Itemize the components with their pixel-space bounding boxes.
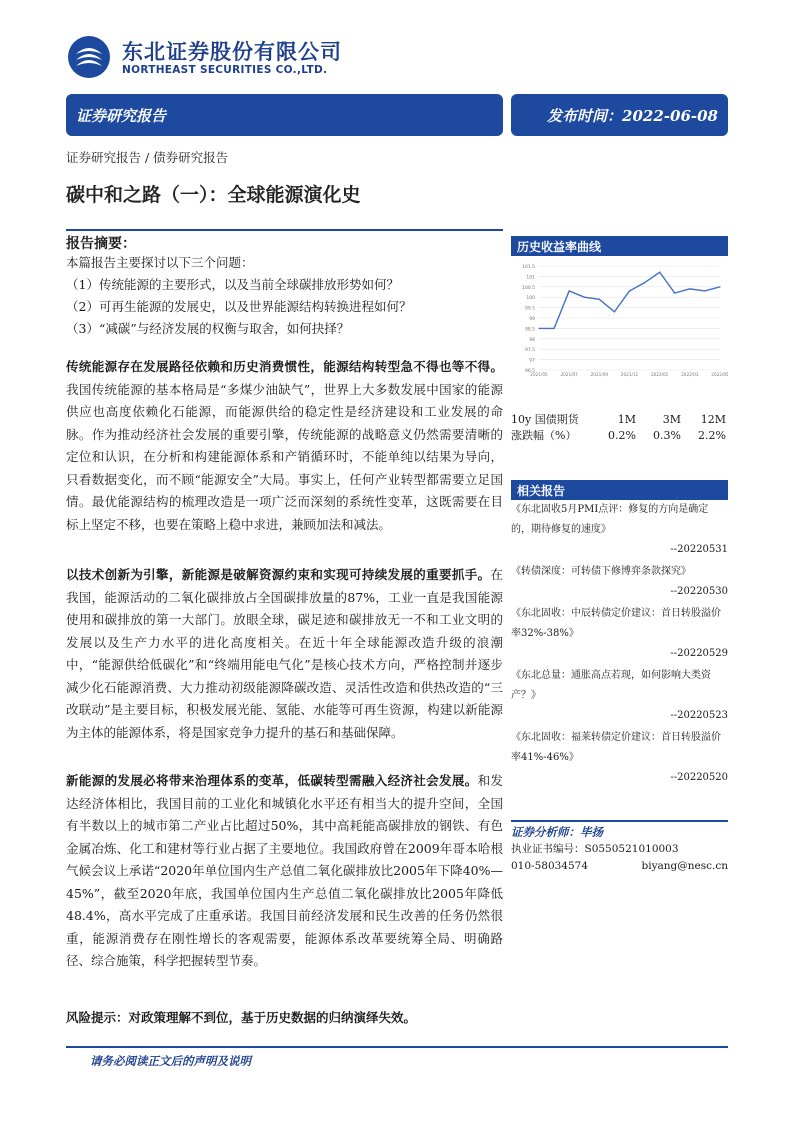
related-reports bbox=[511, 500, 728, 790]
chart-y-tick-label: 97.5 bbox=[524, 348, 535, 354]
related-report[interactable] bbox=[511, 728, 728, 788]
risk-warning: 风险提示：对政策理解不到位，基于历史数据的归纳演绎失效。 bbox=[66, 1010, 417, 1025]
chart-y-tick-label: 97 bbox=[529, 358, 535, 364]
chart-heading-label: 历史收益率曲线 bbox=[517, 240, 602, 254]
chart-data-point bbox=[674, 292, 675, 293]
chart-x-tick-label: 2021/11 bbox=[620, 372, 639, 377]
related-report-date: --20220530 bbox=[670, 586, 728, 597]
paragraph-lead: 新能源的发展必将带来治理体系的变革，低碳转型需融入经济社会发展。 bbox=[66, 773, 478, 788]
paragraph-body: 和发达经济体相比，我国目前的工业化和城镇化水平还有相当大的提升空间，全国有半数以上的城市第二产业占比超过50%，其中高耗能高碳排放的钢铁、有色金属冶炼、化工和建材等行业占据了主要地位。我国政府曾在2009年哥本哈根气候会议上承诺“2020年单位国内生产总值二氧化碳排放比2005年下降40%—45%”，截至2020年底，我国单位国内生产总值二氧化碳排放比2005年降低48.4%，高水平完成了庄重承诺。我国目前经济发展和民生改善的任务仍然很重，能源消费存在刚性增长的客观需要，能源体系改革要统筹全局、明确路径、综合施策，科学把握转型节奏。 bbox=[66, 773, 503, 968]
chart-x-tick-label: 2022/05 bbox=[711, 372, 728, 377]
company-name-cn: 东北证券股份有限公司 bbox=[122, 40, 342, 64]
chart-y-tick-label: 99.5 bbox=[524, 306, 535, 312]
chart-data-point bbox=[614, 311, 615, 312]
summary-heading-label: 报告摘要： bbox=[66, 236, 136, 252]
chart-data-point bbox=[719, 286, 720, 287]
stats-header: 3M bbox=[662, 413, 681, 426]
related-report-title[interactable]: 《转债深度：可转债下修博弈条款探究》 bbox=[511, 566, 691, 577]
report-type-label: 证券研究报告 bbox=[76, 107, 167, 125]
intro-line: 本篇报告主要探讨以下三个问题： bbox=[66, 255, 254, 270]
stats-value: 0.2% bbox=[608, 429, 636, 442]
stats-label: 涨跌幅（%） bbox=[511, 429, 577, 442]
related-report-date: --20220523 bbox=[670, 710, 728, 721]
stats-value: 0.3% bbox=[653, 429, 681, 442]
analyst-email[interactable]: biyang@nesc.cn bbox=[641, 860, 728, 872]
analyst-info bbox=[511, 824, 728, 875]
company-logo-icon bbox=[66, 34, 112, 80]
chart-data-point bbox=[599, 299, 600, 300]
yield-chart-svg bbox=[511, 258, 728, 378]
related-report-title[interactable]: 《东北固收：福莱转债定价建议：首日转股溢价率41%-46%》 bbox=[511, 732, 721, 763]
paragraph bbox=[66, 564, 503, 744]
related-report[interactable] bbox=[511, 604, 728, 664]
paragraph bbox=[66, 356, 503, 536]
chart-y-tick-label: 100 bbox=[526, 296, 535, 302]
chart-data-point bbox=[704, 290, 705, 291]
paragraph-body: 我国传统能源的基本格局是“多煤少油缺气”，世界上大多数发展中国家的能源供应也高度依赖化石能源，而能源供给的稳定性是经济建设和工业发展的命脉。作为推动经济社会发展的重要引擎，传统能源的战略意义仍然需要清晰的定位和认识，在分析和构建能源体系和产销循环时，不能单纯以结果为导向，只看数据变化，而不顾“能源安全”大局。事实上，任何产业转型都需要立足国情。最优能源结构的梳理改造是一项广泛而深刻的系统性变革，这既需要在目标上坚定不移，也要在策略上稳中求进，兼顾加法和减法。 bbox=[66, 381, 503, 532]
analyst-phone: 010-58034574 bbox=[511, 860, 589, 872]
chart-y-tick-label: 96.5 bbox=[524, 369, 535, 374]
chart-data-point bbox=[553, 328, 554, 329]
intro-line: （3）“减碳”与经济发展的权衡与取舍，如何抉择？ bbox=[66, 321, 350, 336]
related-report-date: --20220531 bbox=[670, 544, 728, 555]
footer-divider bbox=[66, 1046, 728, 1048]
chart-data-point bbox=[644, 282, 645, 283]
header-bar-left bbox=[66, 94, 503, 136]
breadcrumb: 证券研究报告 / 债券研究报告 bbox=[66, 150, 229, 165]
intro-line: （1）传统能源的主要形式，以及当前全球碳排放形势如何？ bbox=[66, 277, 399, 292]
related-report-title[interactable]: 《东北总量：通胀高点若现，如何影响大类资产？》 bbox=[511, 670, 711, 701]
chart-data-point bbox=[538, 328, 539, 329]
related-report-date: --20220520 bbox=[670, 772, 728, 783]
related-report[interactable] bbox=[511, 666, 728, 726]
footer-disclaimer[interactable]: 请务必阅读正文后的声明及说明 bbox=[90, 1054, 251, 1068]
paragraph-body: 在我国，能源活动的二氧化碳排放占全国碳排放量的87%，工业一直是我国能源使用和碳排放的第一大部门。放眼全球，碳足迹和碳排放无一不和工业文明的发展以及生产力水平的进化高度相关。在近十年全球能源改造升级的浪潮中，“能源供给低碳化”和“终端用能电气化”是核心技术方向，严格控制并逐步减少化石能源消费、大力推动初级能源降碳改造、灵活性改造和供热改造的“三改联动”是主要目标，积极发展光能、氢能、水能等可再生资源，构建以新能源为主体的能源体系，将是国家竞争力提升的基石和基础保障。 bbox=[66, 567, 503, 740]
chart-y-tick-label: 99 bbox=[529, 317, 535, 322]
futures-stats bbox=[511, 412, 728, 444]
stats-header: 12M bbox=[700, 413, 726, 426]
chart-data-point bbox=[689, 288, 690, 289]
paragraph bbox=[66, 770, 503, 973]
analyst-name: 证券分析师：毕扬 bbox=[511, 825, 603, 839]
company-name-en: NORTHEAST SECURITIES CO.,LTD. bbox=[122, 64, 328, 76]
chart-y-tick-label: 100.5 bbox=[522, 285, 535, 291]
stats-value: 2.2% bbox=[698, 429, 726, 442]
chart-y-tick-label: 98.5 bbox=[524, 327, 535, 333]
related-report[interactable] bbox=[511, 500, 728, 560]
summary-heading bbox=[66, 229, 503, 252]
intro-line: （2）可再生能源的发展史，以及世界能源结构转换进程如何？ bbox=[66, 299, 412, 314]
related-heading bbox=[511, 480, 728, 500]
header-bar-right bbox=[511, 94, 728, 136]
chart-x-tick-label: 2022/01 bbox=[650, 372, 669, 377]
analyst-divider bbox=[511, 820, 728, 822]
stats-label: 10y 国债期货 bbox=[511, 413, 579, 426]
chart-x-tick-label: 2021/07 bbox=[560, 372, 578, 377]
chart-series-line bbox=[539, 272, 720, 328]
related-report-date: --20220529 bbox=[670, 648, 728, 659]
chart-data-point bbox=[659, 272, 660, 273]
chart-data-point bbox=[569, 290, 570, 291]
related-report-title[interactable]: 《东北固收5月PMI点评：修复的方向是确定的，期待修复的速度》 bbox=[511, 504, 709, 535]
summary-intro bbox=[66, 252, 503, 340]
publish-date: 发布时间：2022-06-08 bbox=[547, 107, 718, 125]
chart-heading bbox=[511, 236, 728, 256]
related-report-title[interactable]: 《东北固收：中辰转债定价建议：首日转股溢价率32%-38%》 bbox=[511, 608, 721, 639]
chart-y-tick-label: 101.5 bbox=[522, 265, 535, 270]
analyst-cert: 执业证书编号：S0550521010003 bbox=[511, 843, 679, 855]
chart-y-tick-label: 98 bbox=[529, 337, 535, 343]
chart-data-point bbox=[629, 290, 630, 291]
chart-x-tick-label: 2021/09 bbox=[590, 372, 609, 377]
related-heading-label: 相关报告 bbox=[517, 484, 566, 498]
paragraph-lead: 以技术创新为引擎，新能源是破解资源约束和实现可持续发展的重要抓手。 bbox=[66, 567, 491, 582]
stats-header: 1M bbox=[617, 413, 636, 426]
paragraph-lead: 传统能源存在发展路径依赖和历史消费惯性，能源结构转型急不得也等不得。 bbox=[66, 359, 503, 374]
page-title: 碳中和之路（一）：全球能源演化史 bbox=[66, 184, 361, 206]
chart-data-point bbox=[584, 297, 585, 298]
yield-chart bbox=[511, 258, 728, 378]
related-report[interactable] bbox=[511, 562, 728, 602]
company-logo bbox=[66, 34, 366, 80]
chart-x-tick-label: 2021/05 bbox=[530, 372, 548, 377]
chart-y-tick-label: 101 bbox=[526, 275, 535, 281]
chart-x-tick-label: 2022/03 bbox=[681, 372, 699, 377]
